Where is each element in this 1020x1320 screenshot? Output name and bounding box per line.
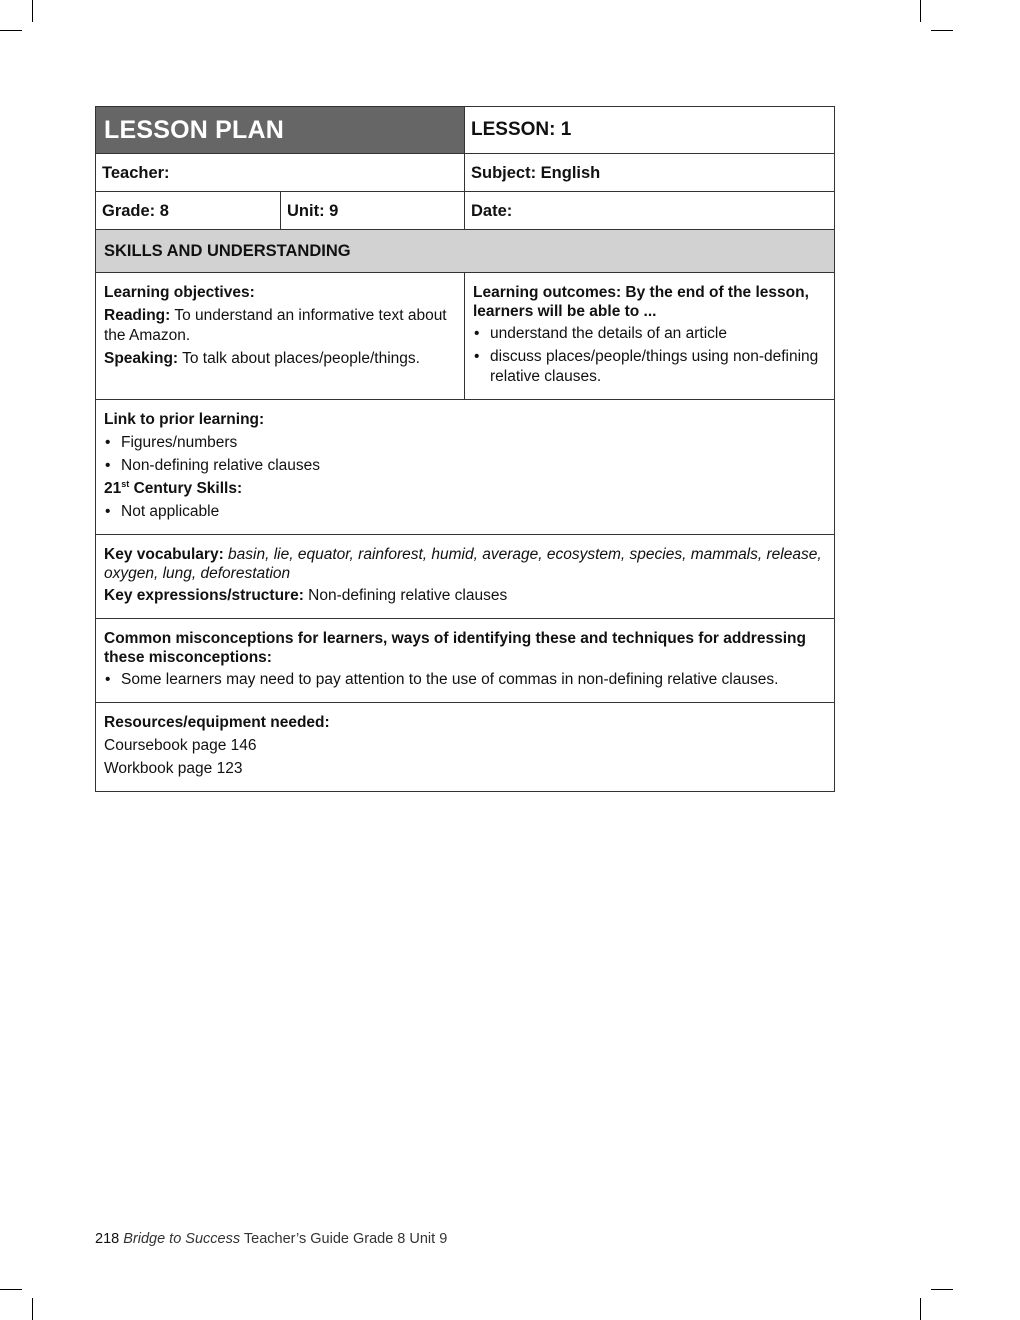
speaking-text: To talk about places/people/things. [178,350,420,367]
footer-text: Teacher’s Guide Grade 8 Unit 9 [243,1231,448,1247]
expressions-label: Key expressions/structure: [104,587,304,604]
reading-label: Reading: [104,307,171,324]
section-title: SKILLS AND UNDERSTANDING [96,230,835,273]
prior-learning-item: • Figures/numbers [104,433,826,453]
misconceptions-heading: Common misconceptions for learners, ways of identifying these and techniques for addressing these misconceptions: [104,630,806,666]
prior-learning-heading: Link to prior learning: [104,411,265,428]
teacher-field: Teacher: [96,154,465,192]
crop-mark [0,1289,22,1290]
lesson-plan-title: LESSON PLAN [96,107,465,154]
page-footer [95,1231,447,1247]
crop-mark [32,0,33,22]
unit-field: Unit: 9 [281,192,465,230]
resource-item: Coursebook page 146 [104,737,257,754]
prior-learning-item: • Non-defining relative clauses [104,456,826,476]
century-skills-item: • Not applicable [104,502,826,522]
century-skills-heading: 21st Century Skills: [104,479,243,497]
grade-field: Grade: 8 [96,192,281,230]
lesson-number: LESSON: 1 [465,107,835,154]
outcome-item: • understand the details of an article [473,324,826,344]
crop-mark [0,30,22,31]
crop-mark [931,30,953,31]
crop-mark [920,1298,921,1320]
expressions-text: Non-defining relative clauses [303,587,508,604]
resources-heading: Resources/equipment needed: [104,714,330,731]
misconception-item: • Some learners may need to pay attention to the use of commas in non-defining relative clauses. [104,670,826,690]
objectives-heading: Learning objectives: [104,284,255,301]
page-number: 218 [95,1231,120,1247]
crop-mark [931,1289,953,1290]
outcome-item: • discuss places/people/things using non-defining relative clauses. [473,347,826,387]
lesson-plan-table [95,106,835,792]
vocabulary-words: basin, lie, equator, rainforest, humid, average, ecosystem, species, mammals, release, oxygen, lung, deforestation [104,546,822,582]
crop-mark [32,1298,33,1320]
date-field: Date: [465,192,835,230]
prior-learning-cell [96,400,835,535]
reading-text: To understand an informative text about the Amazon. [104,307,447,344]
learning-outcomes-cell [465,273,835,400]
vocabulary-label: Key vocabulary: [104,546,224,563]
learning-objectives-cell [96,273,465,400]
resources-cell [96,703,835,792]
speaking-label: Speaking: [104,350,179,367]
vocabulary-cell [96,535,835,619]
book-title: Bridge to Success [123,1231,241,1247]
outcomes-heading: Learning outcomes: By the end of the lesson, learners will be able to ... [473,284,809,320]
subject-field: Subject: English [465,154,835,192]
resource-item: Workbook page 123 [104,760,243,777]
misconceptions-cell [96,619,835,703]
crop-mark [920,0,921,22]
